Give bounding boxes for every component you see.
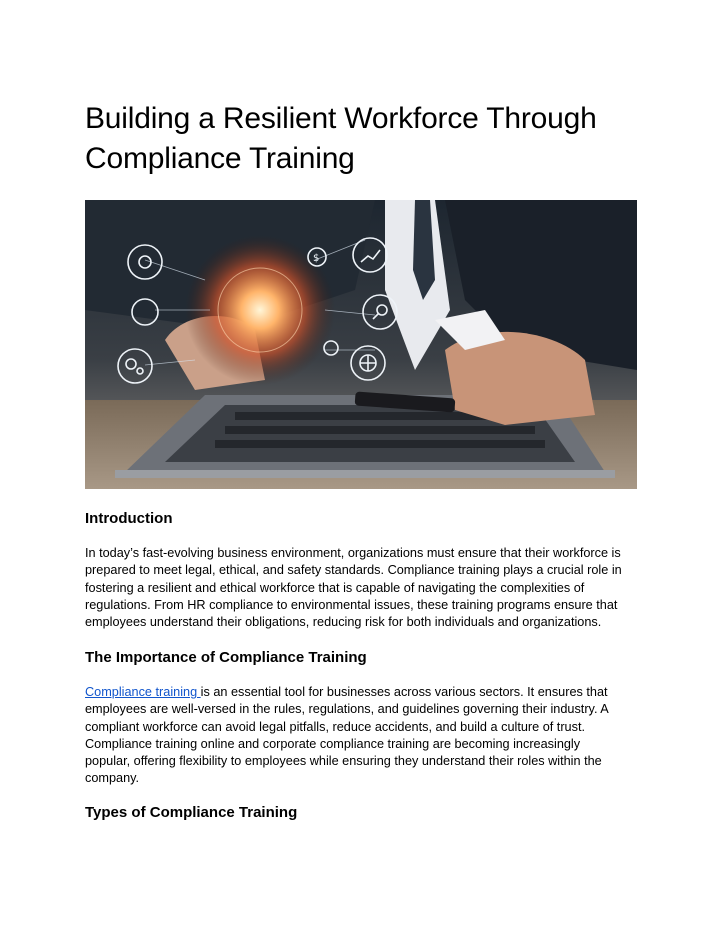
text-line: In today’s fast-evolving business environment, organizations must ensure that their workforce is [85, 546, 621, 560]
text-line: Compliance training online and corporate compliance training are becoming increasingly [85, 736, 581, 751]
text-line: fostering a resilient and ethical workforce that is capable of navigating the complexities of [85, 580, 585, 595]
text-line: regulations. From HR compliance to environmental issues, these training programs ensure that [85, 597, 618, 612]
title-line-1: Building a Resilient Workforce Through [85, 102, 597, 135]
text-line: popular, offering flexibility to employees while ensuring they understand their roles within the [85, 754, 602, 769]
text-line: compliant workforce can avoid legal pitfalls, reduce accidents, and build a culture of trust. [85, 719, 586, 734]
text-line: employees understand their obligations, reducing risk for both individuals and organizations. [85, 615, 602, 630]
section-heading-types: Types of Compliance Training [85, 804, 298, 821]
section-heading-importance: The Importance of Compliance Training [85, 649, 367, 666]
introduction-paragraph [85, 545, 637, 631]
text-line: company. [85, 771, 140, 786]
text-line: prepared to meet legal, ethical, and safety standards. Compliance training plays a crucial role in [85, 563, 622, 578]
page-title [85, 99, 645, 179]
title-line-2: Compliance Training [85, 142, 355, 175]
svg-text:$: $ [313, 253, 320, 264]
importance-paragraph [85, 684, 637, 788]
text-line: employees are well-versed in the rules, regulations, and guidelines governing their industry. A [85, 702, 609, 717]
section-heading-introduction: Introduction [85, 510, 173, 527]
compliance-training-link[interactable]: Compliance training [85, 685, 201, 699]
text-line: is an essential tool for businesses across various sectors. It ensures that [200, 685, 608, 699]
hero-image [85, 200, 637, 489]
